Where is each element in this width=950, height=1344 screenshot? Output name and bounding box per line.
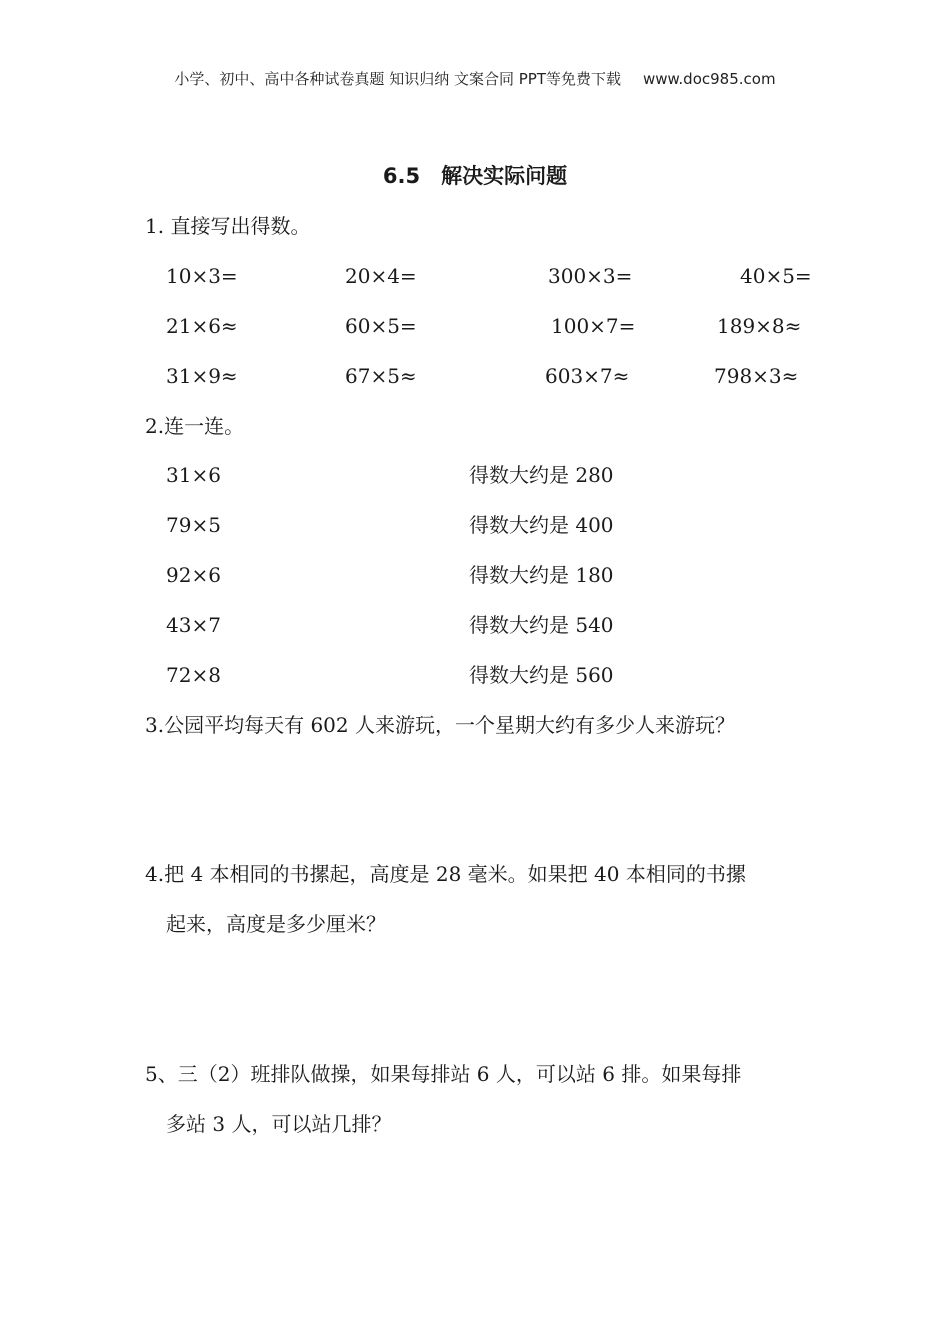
q2-right-item: 得数大约是 180 <box>469 563 614 587</box>
q2-right-item: 得数大约是 400 <box>469 513 614 537</box>
q2-right-item: 得数大约是 540 <box>469 613 614 637</box>
q4-line1: 4.把 4 本相同的书摞起，高度是 28 毫米。如果把 40 本相同的书摞 <box>145 862 746 886</box>
q5-line2: 多站 3 人，可以站几排？ <box>166 1112 392 1136</box>
q2-left-item: 72×8 <box>166 663 221 687</box>
q2-right-item: 得数大约是 560 <box>469 663 614 687</box>
q2-left-item: 43×7 <box>166 613 221 637</box>
page-title: 6.5 解决实际问题 <box>382 164 568 188</box>
q1-item: 60×5= <box>345 314 417 338</box>
q2-left-item: 92×6 <box>166 563 221 587</box>
q2-left-item: 79×5 <box>166 513 221 537</box>
q4-line2: 起来，高度是多少厘米？ <box>166 912 386 936</box>
q1-item: 21×6≈ <box>166 314 238 338</box>
q1-item: 189×8≈ <box>717 314 802 338</box>
q1-item: 67×5≈ <box>345 364 417 388</box>
q2-right-item: 得数大约是 280 <box>469 463 614 487</box>
q1-heading: 1. 直接写出得数。 <box>145 214 311 238</box>
q1-item: 798×3≈ <box>714 364 799 388</box>
q1-item: 603×7≈ <box>545 364 630 388</box>
q1-item: 20×4= <box>345 264 417 288</box>
page-header <box>0 68 950 89</box>
q1-item: 40×5= <box>740 264 812 288</box>
q1-item: 300×3= <box>548 264 633 288</box>
q1-item: 10×3= <box>166 264 238 288</box>
q1-item: 31×9≈ <box>166 364 238 388</box>
q2-left-item: 31×6 <box>166 463 221 487</box>
header-site: www.doc985.com <box>642 70 776 88</box>
q5-line1: 5、三（2）班排队做操，如果每排站 6 人，可以站 6 排。如果每排 <box>145 1062 742 1086</box>
header-text: 小学、初中、高中各种试卷真题 知识归纳 文案合同 PPT等免费下载 <box>174 70 621 88</box>
q3-text: 3.公园平均每天有 602 人来游玩，一个星期大约有多少人来游玩？ <box>145 713 735 737</box>
q1-item: 100×7= <box>551 314 636 338</box>
q2-heading: 2.连一连。 <box>145 414 245 438</box>
